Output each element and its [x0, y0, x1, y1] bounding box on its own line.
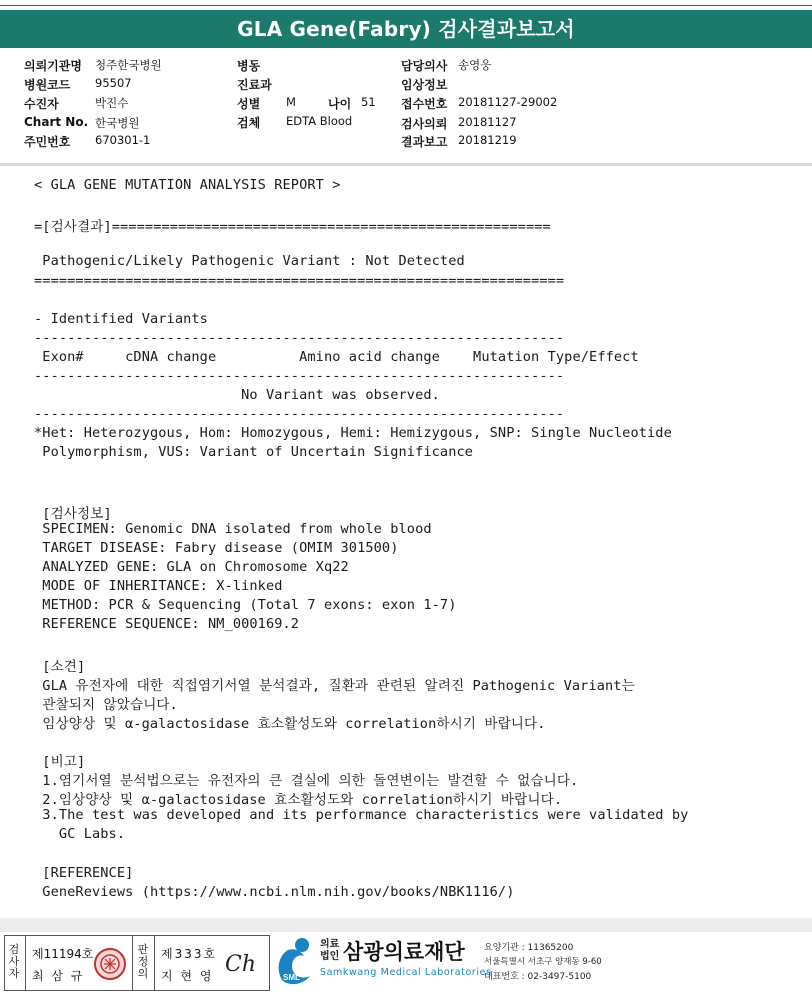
- hospital-code-value: 95507: [95, 76, 132, 90]
- age-label: 나이: [328, 97, 352, 111]
- org-address: 서울특별시 서초구 양재동 9-60: [484, 957, 602, 967]
- institution-value: 청주한국병원: [95, 58, 162, 72]
- inspector-name: 최 삼 규: [32, 969, 85, 983]
- report-line: [REFERENCE]: [34, 864, 134, 881]
- sex-value: M: [286, 95, 296, 109]
- divider: [154, 936, 155, 990]
- report-line: MODE OF INHERITANCE: X-linked: [34, 578, 283, 595]
- report-line: SPECIMEN: Genomic DNA isolated from whole blood: [34, 520, 432, 537]
- report-date-label: 결과보고: [401, 135, 448, 149]
- report-line: ----------------------------------------------------------------: [34, 329, 565, 346]
- report-line: GeneReviews (https://www.ncbi.nlm.nih.gov/books/NBK1116/): [34, 883, 515, 900]
- clinical-info-label: 임상정보: [401, 78, 448, 92]
- reviewer-label: 판정의: [137, 943, 149, 980]
- receipt-no-value: 20181127-29002: [458, 95, 558, 109]
- report-line: =[검사결과]=====================================================: [34, 219, 551, 236]
- specimen-value: EDTA Blood: [286, 114, 353, 128]
- reviewer-signature: Ch: [225, 952, 257, 977]
- report-line: 3.The test was developed and its performance characteristics were validated by: [34, 807, 689, 824]
- report-line: [비고]: [34, 754, 86, 770]
- doctor-value: 송영웅: [458, 58, 492, 72]
- sml-logo-text: SML: [283, 973, 300, 982]
- report-line: < GLA GENE MUTATION ANALYSIS REPORT >: [34, 177, 341, 193]
- report-line: REFERENCE SEQUENCE: NM_000169.2: [34, 616, 300, 633]
- org-name-en: Samkwang Medical Laboratories: [320, 967, 492, 978]
- report-line: 관찰되지 않았습니다.: [34, 696, 178, 713]
- resident-no-value: 670301-1: [95, 133, 151, 147]
- org-prefix-bottom: 법인: [320, 951, 340, 962]
- report-line: 1.염기서열 분석법으로는 유전자의 큰 결실에 의한 돌연변이는 발견할 수 없습니다.: [34, 773, 579, 790]
- ward-label: 병동: [237, 59, 261, 73]
- report-line: [소견]: [34, 658, 86, 675]
- org-name: 삼광의료재단: [343, 940, 465, 964]
- report-line: ================================================================: [34, 272, 565, 289]
- report-line: Polymorphism, VUS: Variant of Uncertain Significance: [34, 444, 474, 461]
- report-line: ANALYZED GENE: GLA on Chromosome Xq22: [34, 559, 349, 575]
- patient-value: 박진수: [95, 96, 129, 110]
- report-line: METHOD: PCR & Sequencing (Total 7 exons: exon 1-7): [34, 597, 457, 614]
- org-code: 요양기관 : 11365200: [484, 943, 574, 953]
- report-line: Exon# cDNA change Amino acid change Mutation Type/Effect: [34, 348, 639, 365]
- dept-label: 진료과: [237, 78, 272, 92]
- divider: [25, 936, 26, 990]
- patient-info-block: [0, 53, 812, 163]
- patient-label: 수진자: [24, 97, 59, 111]
- receipt-no-label: 접수번호: [401, 97, 448, 111]
- chart-no-label: Chart No.: [24, 115, 89, 129]
- report-body: [0, 166, 812, 918]
- divider: [132, 936, 133, 990]
- org-phone: 대표번호 : 02-3497-5100: [484, 972, 592, 982]
- report-line: Pathogenic/Likely Pathogenic Variant : Not Detected: [34, 253, 465, 270]
- org-prefix-top: 의료: [320, 939, 340, 950]
- sml-logo-icon: [272, 936, 316, 988]
- report-line: 임상양상 및 α-galactosidase 효소활성도와 correlation하시기 바랍니다.: [34, 715, 546, 732]
- institution-label: 의뢰기관명: [24, 59, 82, 73]
- age-value: 51: [361, 95, 376, 109]
- inspector-label: 검사자: [8, 943, 20, 980]
- request-date-label: 검사의뢰: [401, 117, 448, 131]
- chart-no-value: 한국병원: [95, 116, 140, 130]
- report-line: [검사정보]: [34, 505, 112, 522]
- report-line: GC Labs.: [34, 826, 126, 843]
- request-date-value: 20181127: [458, 115, 517, 129]
- signature-footer: [0, 932, 812, 1000]
- report-line: GLA 유전자에 대한 직접염기서열 분석결과, 질환과 관련된 알려진 Pathogenic Variant는: [34, 677, 635, 694]
- report-line: ----------------------------------------------------------------: [34, 368, 565, 384]
- title-top-line: [0, 5, 812, 6]
- reviewer-license: 제333호: [161, 947, 218, 961]
- report-line: *Het: Heterozygous, Hom: Homozygous, Hemi: Hemizygous, SNP: Single Nucleotide: [34, 425, 672, 442]
- report-date-value: 20181219: [458, 133, 517, 147]
- report-title: GLA Gene(Fabry) 검사결과보고서: [0, 10, 812, 48]
- specimen-label: 검체: [237, 116, 261, 130]
- report-line: ----------------------------------------------------------------: [34, 406, 565, 423]
- inspector-seal-stamp: [93, 947, 127, 981]
- sex-label: 성별: [237, 97, 261, 111]
- signature-box: [4, 935, 270, 991]
- report-line: 2.임상양상 및 α-galactosidase 효소활성도와 correlation하시기 바랍니다.: [34, 792, 563, 809]
- inspector-license: 제11194호: [32, 947, 94, 961]
- doctor-label: 담당의사: [401, 59, 448, 73]
- org-prefix: [320, 939, 339, 963]
- reviewer-name: 지 현 영: [161, 969, 214, 983]
- report-line: TARGET DISEASE: Fabry disease (OMIM 301500): [34, 539, 399, 556]
- report-line: No Variant was observed.: [34, 387, 440, 404]
- hospital-code-label: 병원코드: [24, 78, 71, 92]
- resident-no-label: 주민번호: [24, 135, 71, 149]
- report-line: - Identified Variants: [34, 310, 208, 327]
- footer-strip: [0, 918, 812, 932]
